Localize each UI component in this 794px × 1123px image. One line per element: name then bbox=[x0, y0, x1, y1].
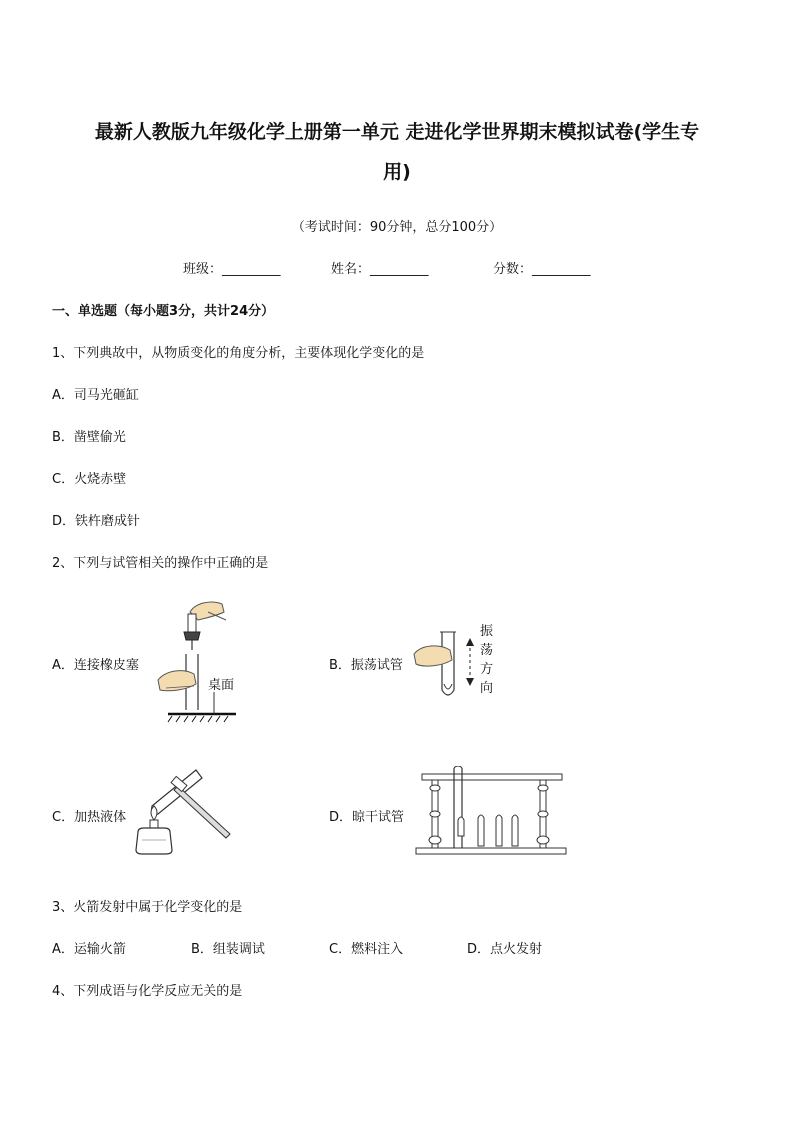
figure-stopper-connection bbox=[150, 598, 242, 724]
q2-option-d: D．晾干试管 bbox=[329, 810, 405, 825]
q2-option-b: B．振荡试管 bbox=[329, 658, 403, 673]
question-3-stem: 3、火箭发射中属于化学变化的是 bbox=[52, 900, 243, 915]
q2-option-c: C．加热液体 bbox=[52, 810, 127, 825]
q1-option-b: B．凿壁偷光 bbox=[52, 430, 126, 445]
score-field: 分数：_________ bbox=[493, 262, 591, 277]
figure-drying-tubes bbox=[412, 766, 570, 858]
q1-option-d: D．铁杵磨成针 bbox=[52, 514, 141, 529]
desk-label: 桌面 bbox=[208, 678, 235, 693]
class-field: 班级：_________ bbox=[183, 262, 281, 277]
question-1-stem: 1、下列典故中，从物质变化的角度分析，主要体现化学变化的是 bbox=[52, 346, 425, 361]
question-4-stem: 4、下列成语与化学反应无关的是 bbox=[52, 984, 243, 999]
name-field: 姓名：_________ bbox=[331, 262, 429, 277]
q3-option-b: B．组装调试 bbox=[191, 942, 265, 957]
title-line-1: 最新人教版九年级化学上册第一单元 走进化学世界期末模拟试卷(学生专 bbox=[94, 121, 700, 143]
figure-heating-liquid bbox=[132, 766, 236, 860]
q2-option-a: A．连接橡皮塞 bbox=[52, 658, 139, 673]
shake-direction-label: 振 荡 方 向 bbox=[480, 624, 494, 696]
question-2-stem: 2、下列与试管相关的操作中正确的是 bbox=[52, 556, 269, 571]
q1-option-c: C．火烧赤壁 bbox=[52, 472, 127, 487]
q3-option-d: D．点火发射 bbox=[467, 942, 543, 957]
section-heading: 一、单选题（每小题3分，共计24分） bbox=[52, 304, 275, 319]
figure-shaking-tube bbox=[412, 624, 482, 704]
q1-option-a: A．司马光砸缸 bbox=[52, 388, 139, 403]
page-title bbox=[40, 112, 754, 192]
q3-option-a: A．运输火箭 bbox=[52, 942, 126, 957]
exam-time-note: （考试时间：90分钟，总分100分） bbox=[291, 220, 503, 235]
title-line-2: 用) bbox=[383, 161, 411, 183]
q3-option-c: C．燃料注入 bbox=[329, 942, 404, 957]
